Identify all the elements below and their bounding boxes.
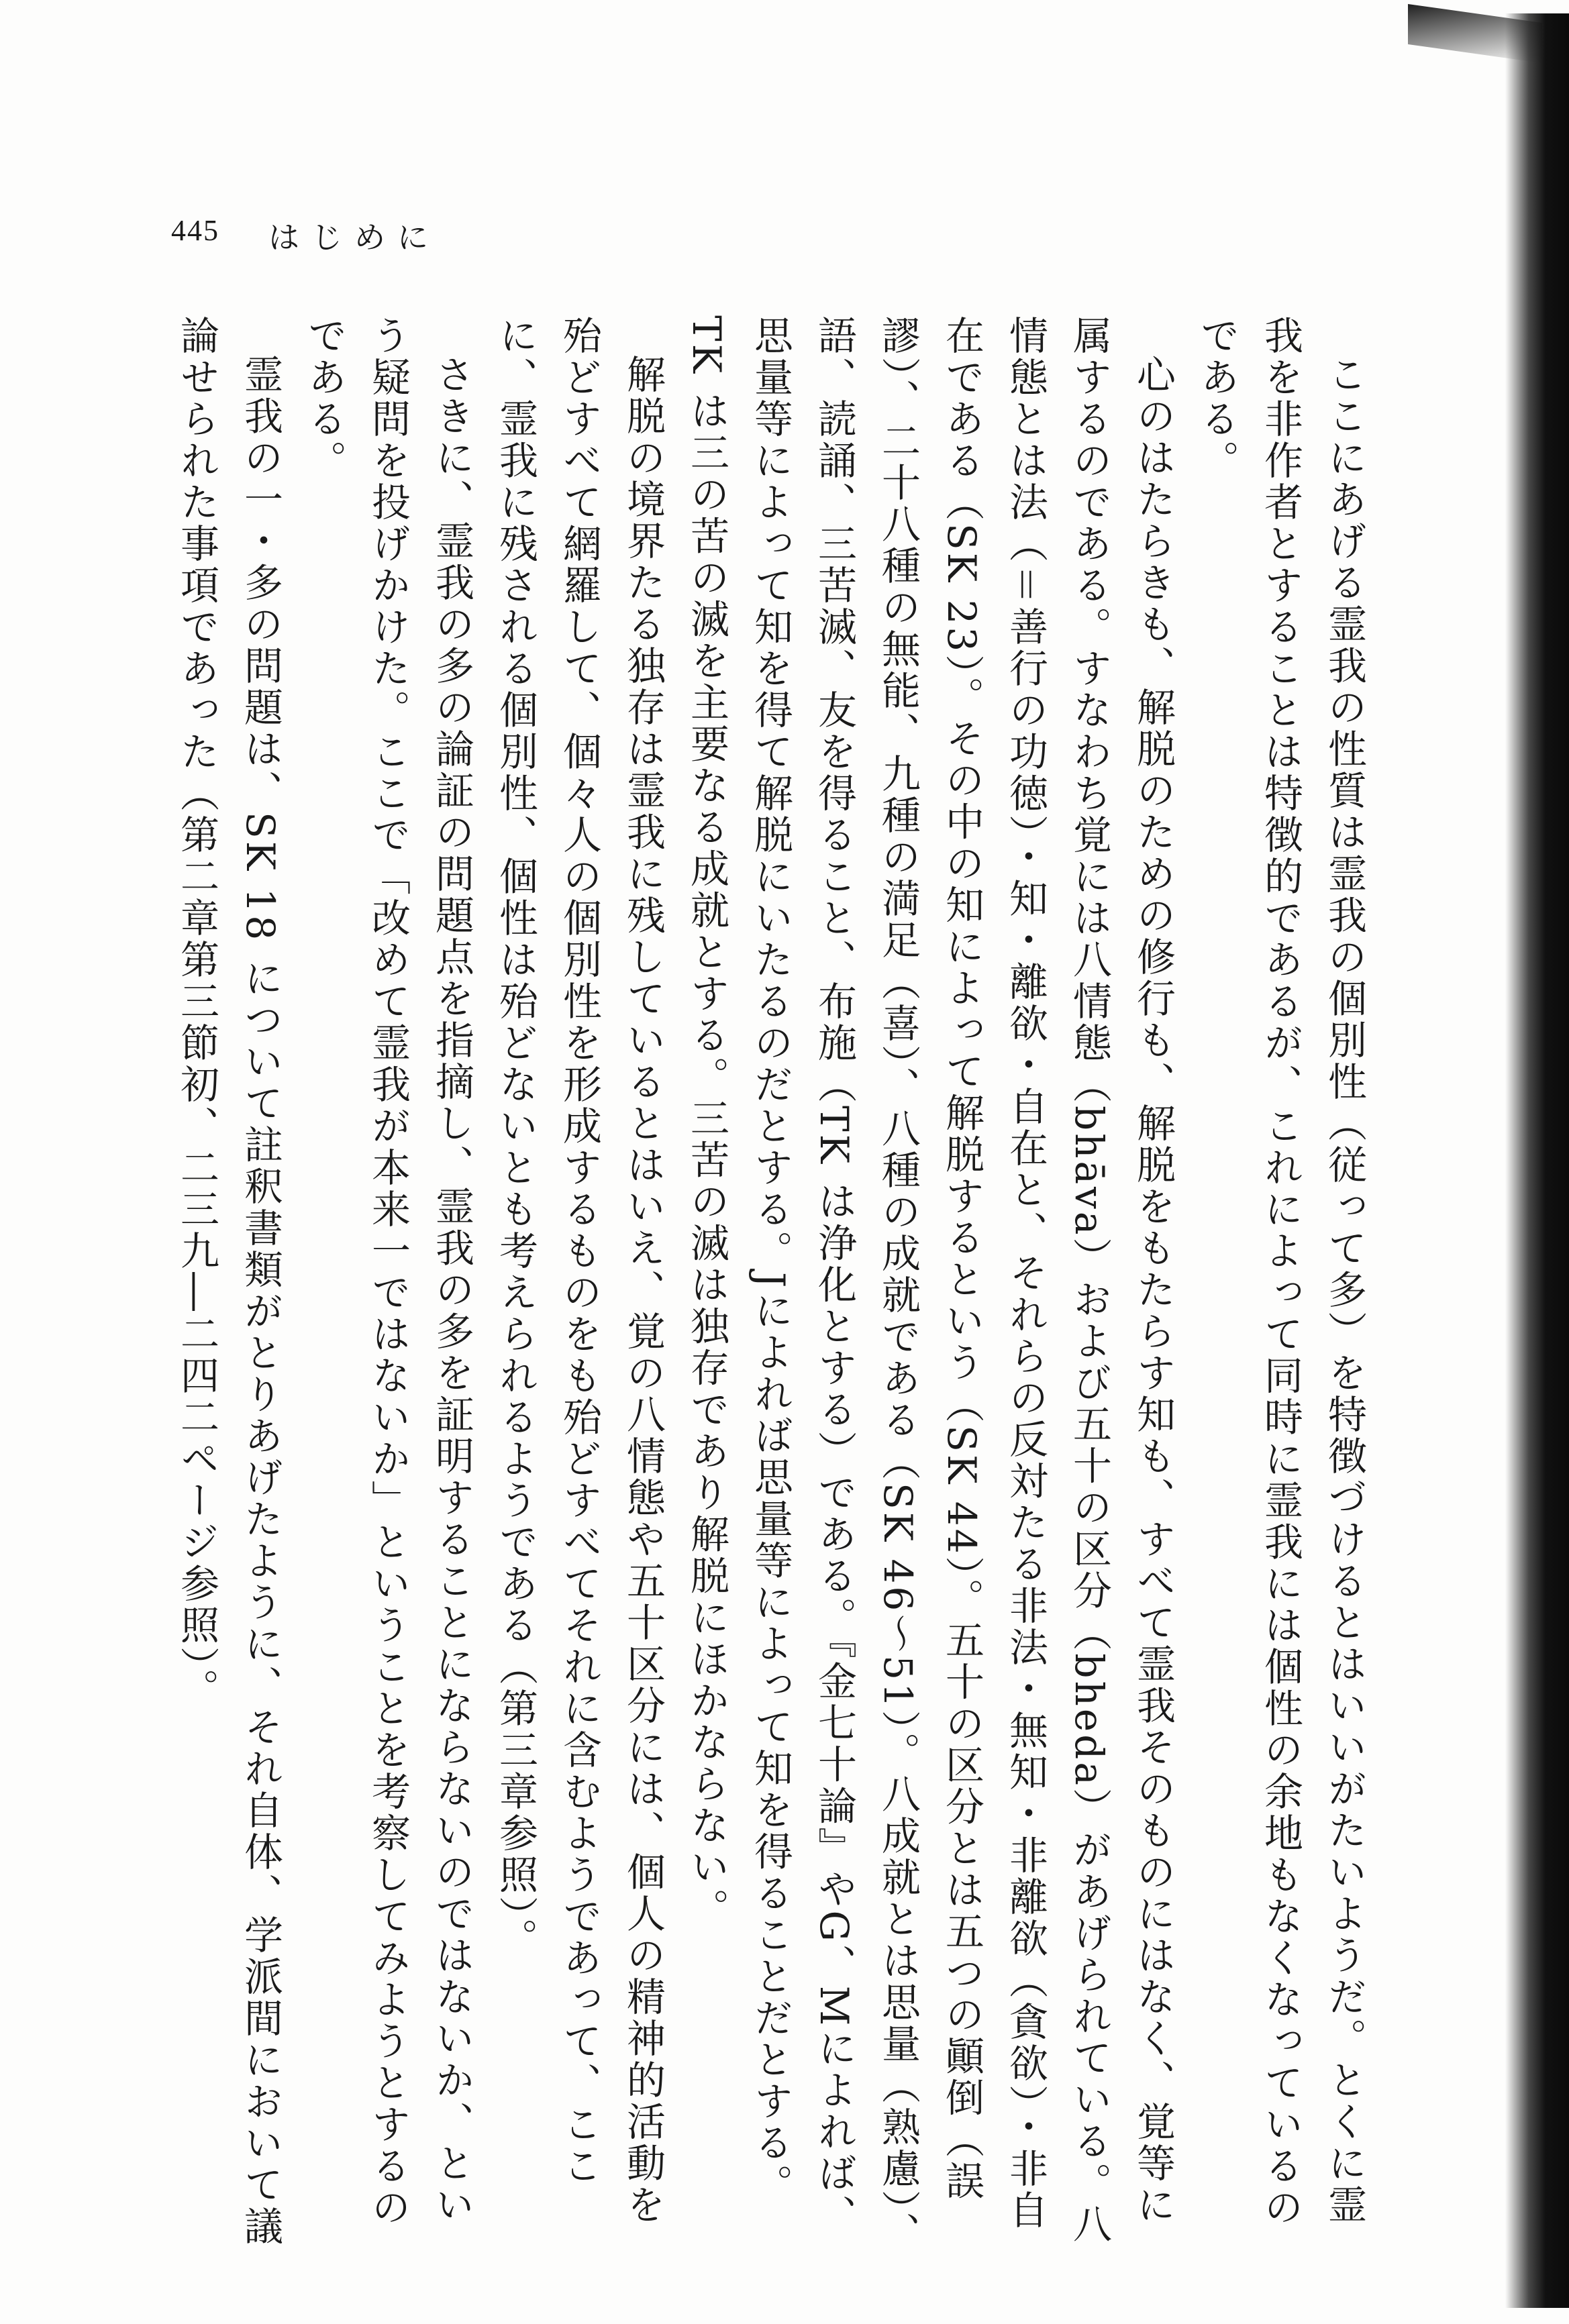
page-number: 445 <box>171 214 219 247</box>
paragraph: 霊我の一・多の問題は、SK 18 について註釈書類がとりあげたように、それ自体、学派間において議論せられた事項であった（第二章第三節初、二三九―二四二ページ参照）。 <box>174 315 283 2248</box>
paragraph: ここにあげる霊我の性質は霊我の個別性（従って多）を特徴づけるとはいいがたいようだ。とくに霊我を非作者とすることは特徴的であるが、これによって同時に霊我には個性の余地もなくなっているのである。 <box>1194 315 1367 2229</box>
running-head: はじめに <box>268 219 440 256</box>
paragraph: さきに、霊我の多の論証の問題点を指摘し、霊我の多を証明することにならないのではないか、という疑問を投げかけた。ここで「改めて霊我が本来一ではないか」ということを考察してみようとするのである。 <box>301 315 474 2229</box>
body-text <box>174 315 1376 2261</box>
paragraph: 心のはたらきも、解脱のための修行も、解脱をもたらす知も、すべて霊我そのものにはなく、覚等に属するのである。すなわち覚には八情態（bhāva）および五十の区分（bheda）があげられている。八情態とは法（＝善行の功徳）・知・離欲・自在と、それらの反対たる非法・無知・非離欲（貪欲）・非自在である（SK 23）。その中の知によって解脱するという（SK 44）。五十の区分とは五つの顚倒（誤謬）、二十八種の無能、九種の満足（喜）、八種の成就である（SK 46〜51）。八成就とは思量（熟慮）、語、読誦、三苦滅、友を得ること、布施（TK は浄化とする）である。『金七十論』やG、Mによれば、思量等によって知を得て解脱にいたるのだとする。Jによれば思量等によって知を得ることだとする。TK は三の苦の滅を主要なる成就とする。三苦の滅は独存であり解脱にほかならない。 <box>684 315 1176 2254</box>
binding-edge <box>1505 13 1569 2308</box>
paragraph: 解脱の境界たる独存は霊我に残しているとはいえ、覚の八情態や五十区分には、個人の精神的活動を殆どすべて網羅して、個々人の個別性を形成するものをも殆どすべてそれに含むようであって、ここに、霊我に残される個別性、個性は殆どないとも考えられるようである（第三章参照）。 <box>493 315 666 2226</box>
